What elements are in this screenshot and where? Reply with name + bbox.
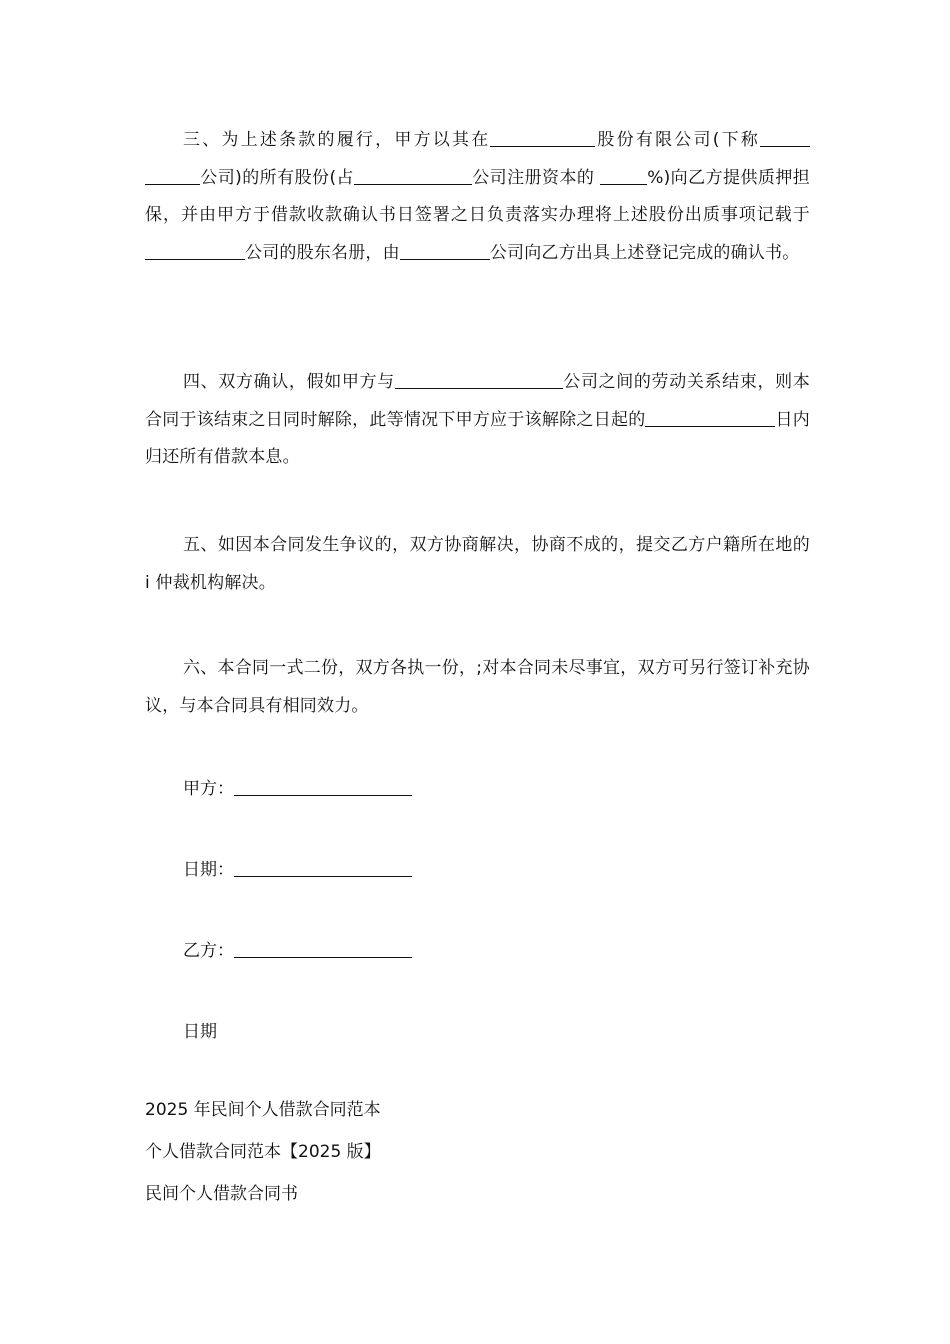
- clause-5-paragraph: 五、如因本合同发生争议的，双方协商解决，协商不成的，提交乙方户籍所在地的 i 仲裁机构解决。: [145, 535, 810, 593]
- clause-3-text-5: %)向乙方提供质押担保，并由甲方于借款收款确认书日签署之日负责落实办理将上述股份出质事项记载于: [145, 167, 810, 225]
- date-1-blank: [234, 860, 412, 877]
- party-a-blank: [234, 779, 412, 796]
- clause-6-paragraph: 六、本合同一式二份，双方各执一份，;对本合同未尽事宜，双方可另行签订补充协议，与本合同具有相同效力。: [145, 658, 810, 716]
- date-2-label: 日期: [183, 1022, 217, 1042]
- clause-3-text-3: 公司)的所有股份(占: [200, 167, 354, 188]
- repayment-days-blank-part2: [710, 410, 775, 427]
- party-a-label: 甲方：: [183, 779, 234, 799]
- related-title-2: 个人借款合同范本【2025 版】: [145, 1142, 381, 1162]
- company-name-blank: [490, 130, 595, 147]
- party-a-signature-line: [183, 777, 412, 801]
- party-b-blank: [234, 941, 412, 958]
- date-1-signature-line: [183, 858, 412, 882]
- clause-4-text-1: 四、双方确认，假如甲方与: [183, 372, 395, 392]
- related-title-3: 民间个人借款合同书: [145, 1184, 298, 1204]
- party-b-signature-line: [183, 939, 412, 963]
- repayment-days-blank-part1: [645, 410, 710, 427]
- clause-3-text-4: 公司注册资本的: [471, 167, 601, 188]
- clause-4-paragraph: [145, 364, 810, 477]
- clause-3-text-1: 三、为上述条款的履行，甲方以其在: [183, 130, 491, 150]
- clause-4-text-3: 日内归还所有借款本息。: [145, 409, 810, 467]
- clause-4-text-2: 公司之间的劳动关系结束，则本合同于该结束之日同时解除，此等情况下甲方应于该解除之日起的: [145, 372, 810, 430]
- party-b-label: 乙方：: [183, 941, 234, 961]
- clause-3-text-2: 股份有限公司(下称: [595, 130, 760, 150]
- related-title-1: 2025 年民间个人借款合同范本: [145, 1100, 381, 1120]
- clause-3-paragraph: [145, 122, 810, 272]
- share-company-blank: [354, 168, 472, 185]
- issuing-company-blank: [400, 243, 490, 260]
- company-short-name-blank-part1: [760, 130, 810, 147]
- date-1-label: 日期：: [183, 860, 234, 880]
- share-percent-blank: [600, 168, 647, 185]
- clause-3-text-7: 公司向乙方出具上述登记完成的确认书。: [489, 242, 800, 263]
- employer-company-blank: [395, 372, 563, 389]
- clause-3-text-6: 公司的股东名册，由: [245, 242, 400, 263]
- company-short-name-blank-part2: [145, 168, 200, 185]
- register-company-blank: [145, 243, 245, 260]
